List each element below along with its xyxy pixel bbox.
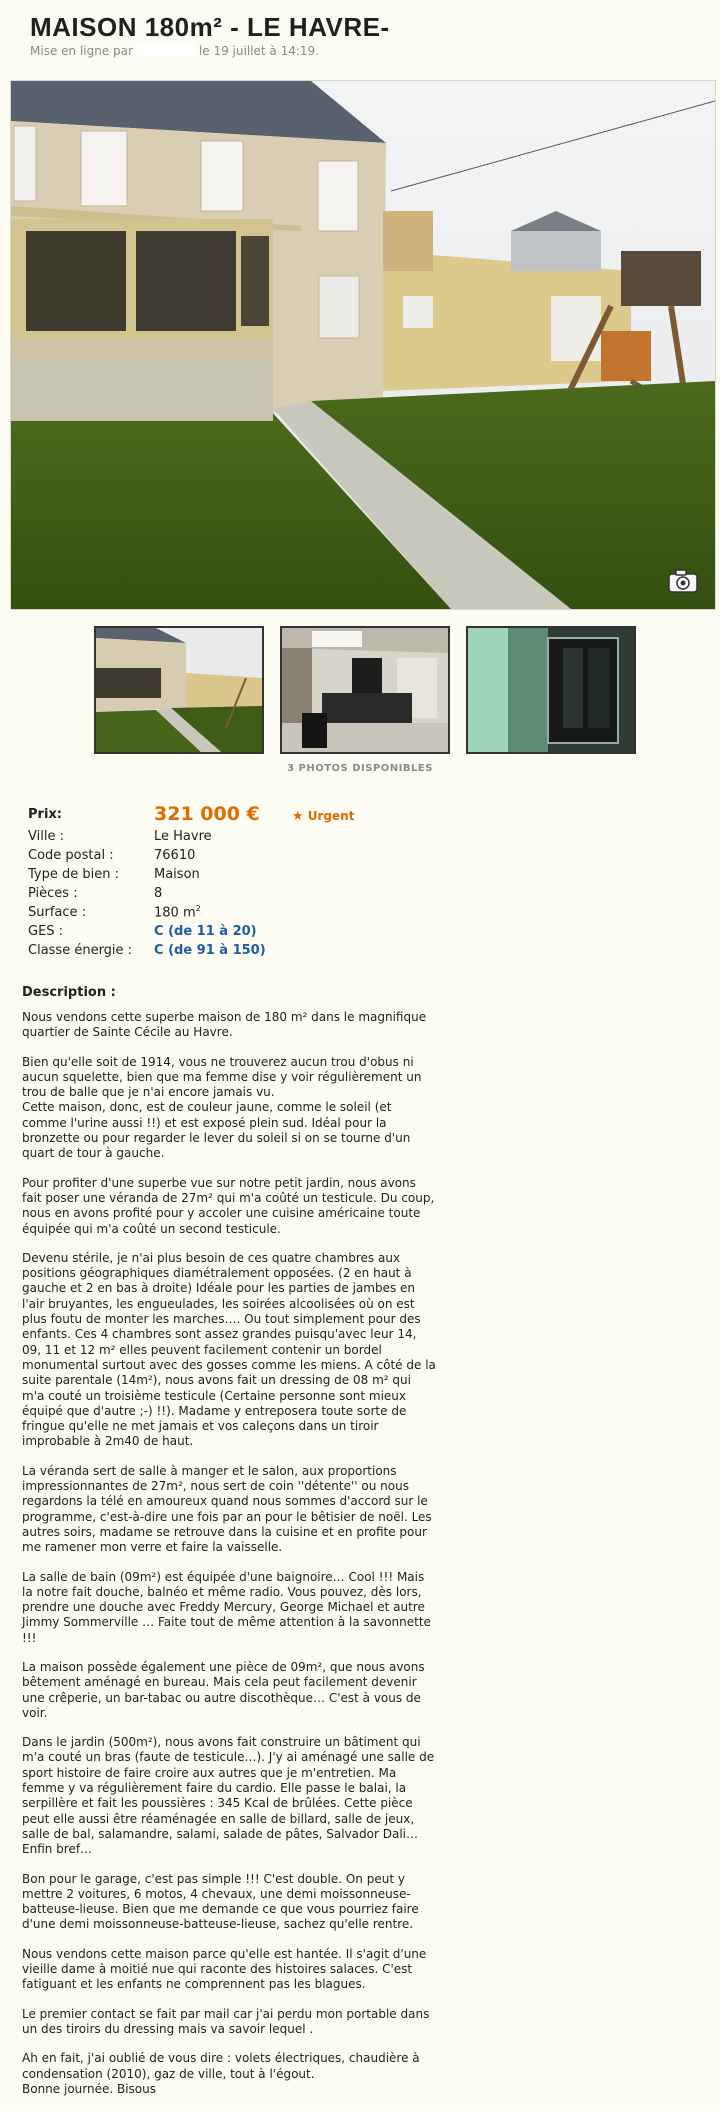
ges-link[interactable]: C (de 11 à 20) bbox=[154, 924, 257, 939]
thumbnail-1[interactable] bbox=[94, 626, 264, 754]
description-paragraph: La salle de bain (09m²) est équipée d'une baignoire… Cool !!! Mais la notre fait douche, balnéo et même radio. Vous pouvez, dès lors, prendre une douche avec Freddy Mercury, George Michael et autre Jimmy Sommerville … Faite tout de même attention à la savonnette !!! bbox=[22, 1569, 431, 1645]
description-paragraph: Dans le jardin (500m²), nous avons fait construire un bâtiment qui m'a couté un bras (faute de testicule…). J'y ai aménagé une salle de sport histoire de faire croire aux autres que je m'entretien. Ma femme y va régulièrement faire du cardio. Elle passe le balai, la serpillère et fait les poussières : 345 Kcal de brûlées. Cette pièce peut elle aussi être réaménagée en salle de billard, salle de jeux, salle de bal, salamandre, salami, salade de pâtes, Salvador Dali… Enfin bref… bbox=[22, 1735, 435, 1857]
posted-prefix: Mise en ligne par bbox=[30, 44, 133, 58]
thumb-shower-image bbox=[468, 628, 634, 752]
description-paragraph: La véranda sert de salle à manger et le salon, aux proportions impressionnantes de 27m², nous sert de coin ''détente'' ou nous regardons la télé en amoureux quand nous sommes d'accord sur le programme, c'est-à-dire une fois par an pour le bêtisier de noël. Les autres soirs, madame se retrouve dans la cuisine et en profite pour me ramener mon verre et faire la vaisselle. bbox=[22, 1463, 432, 1555]
price-row bbox=[28, 801, 354, 827]
redacted-seller-name bbox=[137, 43, 195, 57]
detail-row-ville bbox=[28, 827, 354, 846]
thumbnail-strip bbox=[94, 626, 634, 756]
description-heading: Description : bbox=[22, 985, 116, 1000]
description-paragraph: La maison possède également une pièce de 09m², que nous avons bêtement aménagé en bureau. Mais cela peut facilement devenir une crêperie, un bar-tabac ou autre discothèque… C'est à vous de voir. bbox=[22, 1659, 425, 1720]
ges-label: GES : bbox=[28, 924, 64, 939]
description-body bbox=[22, 1010, 477, 2111]
photos-count-label: 3 PHOTOS DISPONIBLES bbox=[287, 763, 433, 774]
energy-label: Classe énergie : bbox=[28, 943, 133, 958]
detail-row-type bbox=[28, 865, 354, 884]
detail-row-surface bbox=[28, 903, 354, 922]
description-paragraph: Ah en fait, j'ai oublié de vous dire : volets électriques, chaudière à condensation (2010), gaz de ville, tout à l'égout. Bonne journée. Bisous bbox=[22, 2051, 420, 2096]
description-paragraph: Bon pour le garage, c'est pas simple !!! C'est double. On peut y mettre 2 voitures, 6 motos, 4 chevaux, une demi moissonneuse- batteuse-lieuse. Bien que me demande ce que vous pourriez faire d'une demi moissonneuse-batteuse-lieuse, sachez qu'elle rentre. bbox=[22, 1871, 419, 1932]
detail-value: Maison bbox=[154, 867, 200, 882]
detail-key: Ville : bbox=[28, 829, 64, 844]
detail-key: Type de bien : bbox=[28, 867, 119, 882]
detail-key: Surface : bbox=[28, 905, 87, 920]
posted-info bbox=[30, 43, 319, 58]
description-paragraph: Pour profiter d'une superbe vue sur notre petit jardin, nous avons fait poser une véranda de 27m² qui m'a coûté un testicule. Du coup, nous en avons profité pour y accoler une cuisine américaine toute équipée qui m'a coûté un second testicule. bbox=[22, 1175, 435, 1236]
urgent-label: Urgent bbox=[307, 809, 355, 823]
detail-key: Code postal : bbox=[28, 848, 114, 863]
detail-value bbox=[154, 903, 354, 922]
description-paragraph: Nous vendons cette maison parce qu'elle est hantée. Il s'agit d'une vieille dame à moitié nue qui raconte des histoires salaces. C'est fatiguant et les enfants ne comprennent pas les blagues. bbox=[22, 1946, 427, 1992]
detail-value: 76610 bbox=[154, 848, 196, 863]
detail-row-ges bbox=[28, 922, 354, 941]
main-photo[interactable] bbox=[10, 80, 716, 610]
detail-row-pieces bbox=[28, 884, 354, 903]
thumb-kitchen-image bbox=[282, 628, 448, 752]
description-paragraph: Nous vendons cette superbe maison de 180 m² dans le magnifique quartier de Sainte Cécile au Havre. bbox=[22, 1010, 427, 1040]
surface-unit-sup: 2 bbox=[195, 904, 201, 914]
detail-row-code-postal bbox=[28, 846, 354, 865]
star-icon: ★ bbox=[291, 809, 304, 824]
price-value: 321 000 € bbox=[154, 803, 260, 825]
house-photo-illustration bbox=[11, 81, 715, 609]
detail-key: Pièces : bbox=[28, 886, 78, 901]
energy-link[interactable]: C (de 91 à 150) bbox=[154, 943, 266, 958]
detail-row-energie bbox=[28, 941, 354, 960]
description-paragraph: Devenu stérile, je n'ai plus besoin de ces quatre chambres aux positions géographiques diamétralement opposées. (2 en haut à gauche et 2 en bas à droite) Idéale pour les parties de jambes en l'air bruyantes, les engueulades, les soirées alcoolisées où on est plus foutu de monter les marches…. Ou tout simplement pour des enfants. Ces 4 chambres sont assez grandes puisqu'avec leur 14, 09, 11 et 12 m² elles peuvent facilement contenir un bordel monumental surtout avec des gosses comme les miens. A côté de la suite parentale (14m²), nous avons fait un dressing de 08 m² qui m'a couté un troisième testicule (Certaine personne sont mieux équipé que d'autre ;-) !!). Madame y entreposera toute sorte de fringue qu'elle ne met jamais et vos caleçons dans un tiroir improbable à 2m40 de haut. bbox=[22, 1250, 436, 1449]
urgent-badge bbox=[292, 809, 355, 823]
posted-date: le 19 juillet à 14:19. bbox=[198, 44, 319, 58]
price-label: Prix: bbox=[28, 806, 62, 822]
description-paragraph: Le premier contact se fait par mail car j'ai perdu mon portable dans un des tiroirs du dressing mais va savoir lequel . bbox=[22, 2006, 430, 2036]
thumbnail-3[interactable] bbox=[466, 626, 636, 754]
description-paragraph: Bien qu'elle soit de 1914, vous ne trouverez aucun trou d'obus ni aucun squelette, bien que ma femme dise y voir régulièrement un trou de balle que je n'ai encore jamais vu. Cette maison, donc, est de couleur jaune, comme le soleil (et comme l'urine aussi !!) et est exposé plein sud. Idéal pour la bronzette ou pour regarder le lever du soleil si on se tourne d'un quart de tour à gauche. bbox=[22, 1054, 422, 1161]
listing-title: MAISON 180m² - LE HAVRE- bbox=[30, 12, 390, 42]
thumb-house-exterior-image bbox=[96, 628, 262, 752]
detail-value: 8 bbox=[154, 886, 163, 901]
detail-value: Le Havre bbox=[154, 829, 212, 844]
camera-icon[interactable] bbox=[667, 567, 701, 595]
property-details bbox=[28, 801, 354, 960]
thumbnail-2[interactable] bbox=[280, 626, 450, 754]
surface-value: 180 m bbox=[154, 905, 196, 921]
